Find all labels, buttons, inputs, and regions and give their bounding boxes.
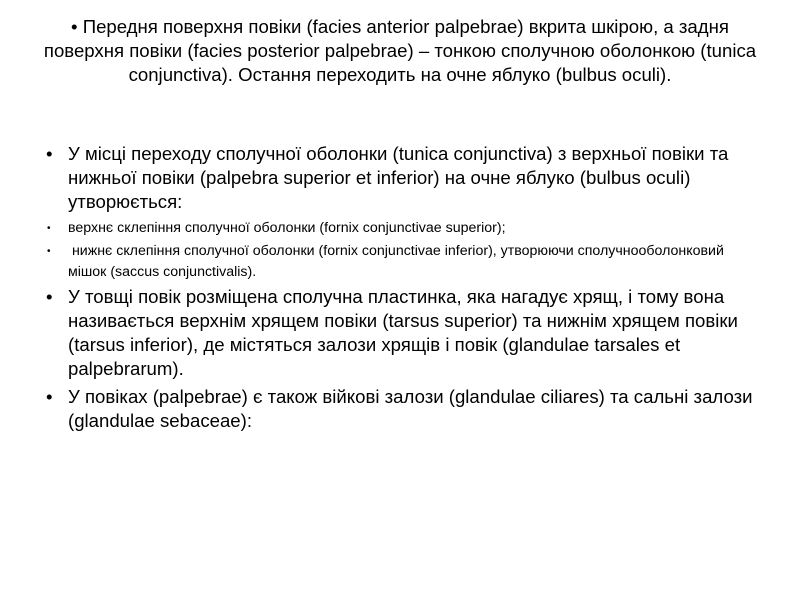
bullet-text: У повіках (palpebrae) є також війкові залози (glandulae ciliares) та сальні залози (glandulae sebaceae): — [68, 386, 753, 431]
bullet-marker: • — [46, 143, 53, 164]
bullet-text: У місці переходу сполучної оболонки (tunica conjunctiva) з верхньої повіки та нижньої повіки (palpebra superior et inferior) на очне яблуко (bulbus oculi) утворюється: — [68, 143, 729, 212]
bullet-item-tarsus — [0, 285, 800, 381]
bullet-marker: • — [46, 386, 53, 407]
bullet-marker: • — [47, 223, 51, 234]
bullet-item-transition — [0, 142, 800, 214]
bullet-item-fornix-inferior — [0, 241, 800, 283]
bullet-text: нижнє склепіння сполучної оболонки (fornix conjunctivae inferior), утворюючи сполучнооболонковий мішок (saccus conjunctivalis). — [68, 243, 728, 280]
bullet-marker: • — [47, 246, 51, 257]
bullet-text: У товщі повік розміщена сполучна пластинка, яка нагадує хрящ, і тому вона називається верхнім хрящем повіки (tarsus superior) та нижнім хрящем повіки (tarsus inferior), де містяться залози хрящів і повік (glandulae tarsales et palpebrarum). — [68, 286, 738, 379]
bullet-list — [0, 142, 800, 437]
bullet-marker: • — [46, 286, 53, 307]
bullet-item-fornix-superior — [0, 218, 800, 239]
bullet-text: верхнє склепіння сполучної оболонки (fornix conjunctivae superior); — [68, 220, 506, 236]
intro-paragraph: • Передня поверхня повіки (facies anterior palpebrae) вкрита шкірою, а задня поверхня повіки (facies posterior palpebrae) – тонкою сполучною оболонкою (tunica conjunctiva). Остання переходить на очне яблуко (bulbus oculi). — [43, 16, 757, 85]
bullet-item-glands — [0, 385, 800, 433]
